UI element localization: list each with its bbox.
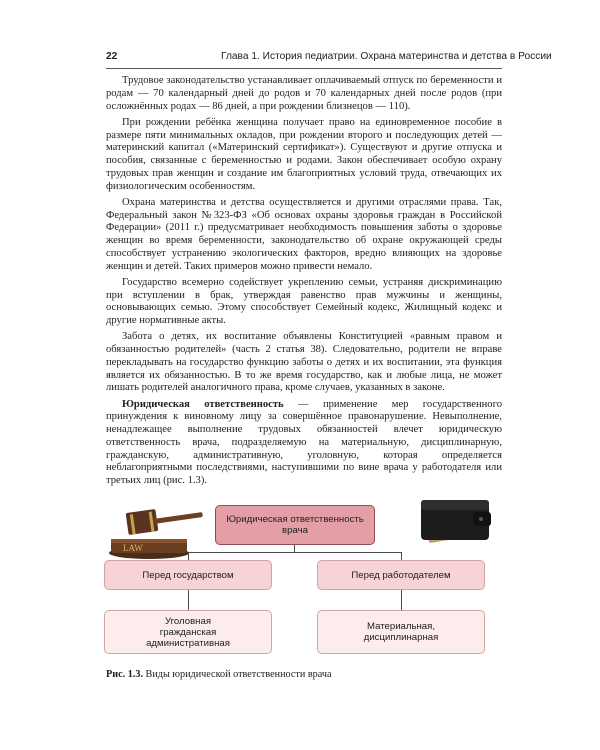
page-header <box>106 51 552 67</box>
running-title: Глава 1. История педиатрии. Охрана материнства и детства в России <box>221 51 552 62</box>
right-child-box: Материальная, дисциплинарная <box>317 610 485 654</box>
paragraph: Забота о детях, их воспитание объявлены Конституцией «равным правом и обязанностью родителей» (часть 2 статья 38). Следовательно, родители не вправе перекладывать на государство функцию заботы о детях и их воспитании, эта функция является их обязанностью. В то же время государство, как и любые лица, не может лишать родителей аналогичного права, кроме случаев, указанных в законе. <box>106 331 502 394</box>
left-child-box: Уголовная гражданская административная <box>104 610 272 654</box>
connector <box>401 552 402 560</box>
connector <box>188 590 189 610</box>
header-divider <box>106 68 502 69</box>
connector <box>401 590 402 610</box>
figure-diagram <box>104 494 508 662</box>
paragraph: При рождении ребёнка женщина получает право на единовременное пособие в размере пяти минимальных окладов, при рождении второго и последующих детей — материнский капитал («Материнский сертификат»). Существуют и другие отпуска и пособия, связанные с беременностью и родами. Закон обеспечивает особую охрану трудовых прав женщин и создание им благоприятных условий труда, отвечающих их физиологическим особенностям. <box>106 116 502 192</box>
term-definition: — применение мер государственного принуждения к виновному лицу за совершённое правонарушение. Невыполнение, ненадлежащее выполнение трудовых обязанностей влечет юридическую ответственность врача, подразделяемую на материальную, дисциплинарную, гражданскую, административную, уголовную, которая определяется неблагоприятными последствиями, наступившими по вине врача у работодателя или третьих лиц (рис. 1.3). <box>106 398 502 486</box>
caption-label: Рис. 1.3. <box>106 669 143 680</box>
paragraph: Трудовое законодательство устанавливает оплачиваемый отпуск по беременности и родам — 70 календарный дней до родов и 70 календарных дней после родов (при осложнённых родах — 86 дней, а при рождении близнецов — 110). <box>106 75 502 112</box>
figure-caption <box>106 669 502 680</box>
gavel-label: LAW <box>123 543 143 553</box>
paragraph: Государство всемерно содействует укреплению семьи, устраняя дискриминацию при вступлении в брак, утверждая равенство прав мужчины и женщины, основывающих семью. Этому способствует Семейный кодекс, Жилищный кодекс и другие нормативные акты. <box>106 276 502 326</box>
wallet-icon <box>419 494 499 550</box>
body-text <box>106 75 502 488</box>
connector <box>188 552 189 560</box>
top-box: Юридическая ответственность врача <box>215 505 375 545</box>
right-box: Перед работодателем <box>317 560 485 590</box>
left-box: Перед государством <box>104 560 272 590</box>
caption-text: Виды юридической ответственности врача <box>143 669 332 680</box>
paragraph <box>106 399 502 488</box>
connector <box>294 545 295 552</box>
paragraph: Охрана материнства и детства осуществляется и другими отраслями права. Так, Федеральный закон №323-ФЗ «Об основах охраны здоровья граждан в Российской Федерации» (2011 г.) предусматривает необходимость повышения заботы о здоровье женщин во время беременности, законодательство об охране окружающей среды способствует устранению экологических факторов, вредно влияющих на здоровье женщин и детей. Таких примеров можно привести немало. <box>106 196 502 272</box>
connector <box>188 552 402 553</box>
term-bold: Юридическая ответственность <box>122 398 284 410</box>
page-number: 22 <box>106 51 118 62</box>
